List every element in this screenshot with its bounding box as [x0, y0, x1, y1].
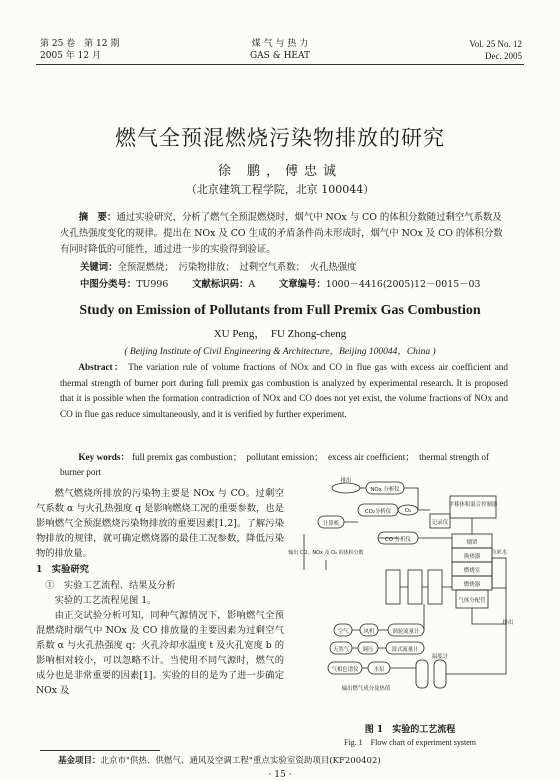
body-text-left: [36, 486, 284, 698]
authors-en: XU Peng， FU Zhong-cheng: [213, 328, 347, 340]
doc-value: A: [248, 279, 256, 290]
clc-label: 中图分类号：: [80, 279, 137, 290]
gas-analyzer-label: 气相色谱仪: [331, 667, 359, 673]
journal-volume-en: [469, 38, 522, 62]
header-rule: [36, 64, 524, 65]
mixer-label: 气体分配管: [458, 598, 486, 604]
affiliation-en: ( Beijing Institute of Civil Engineering & Architecture，Beijing 100044，China ): [124, 347, 436, 357]
pressure-reg-label: 调压: [362, 647, 374, 653]
dual-channel-label: 平移体积混合控制器: [448, 502, 498, 508]
keywords-en-text: full premix gas combustion； pollutant emission； excess air coefficient； thermal strength of burner port: [60, 452, 490, 477]
paper-title-zh: 燃气全预混燃烧污染物排放的研究: [115, 126, 445, 150]
pump-label: 水泵: [373, 667, 385, 673]
output-co-label: 输出 CO、NOx 及 O₂ 的体积分数: [288, 550, 364, 556]
smoke-hood-label: 烟罩: [466, 540, 478, 546]
drain-label: 排出: [502, 620, 514, 626]
wet-flowmeter-label: 湿式流量计: [391, 647, 419, 653]
exhaust-label: 排出: [340, 478, 352, 484]
subsection-heading: ① 实验工艺流程、结果及分析: [45, 580, 176, 591]
authors-zh: 徐 鹏，傅忠诚: [217, 164, 343, 179]
paragraph-analysis: 由正交试验分析可知，同种气源情况下，影响燃气全预混燃烧时烟气中 NOx 及 CO 排放量的主要因素为过剩空气系数 α 与火孔热强度 q；火孔冷却水温度 t 及火孔宽度 b 的影响相对较小，可以忽略不计。当使用不同气源时，燃气的成分也是非常重要的因素[1]。实验的目的是为了进一步确定 NOx 及: [36, 610, 284, 696]
natural-gas-label: 天然气: [332, 647, 350, 653]
classification-zh: [80, 276, 480, 290]
figure-caption-zh: 图 1 实验的工艺流程: [364, 725, 456, 735]
section-heading: 1 实验研究: [36, 564, 89, 575]
flowmeter-label: 涡轮流量计: [392, 629, 420, 635]
volume-line: 第 25 卷 第 12 期: [40, 39, 120, 49]
abstract-zh: [60, 210, 510, 258]
no-analyzer-label: NOx 分析仪: [370, 487, 400, 493]
paragraph-fig-ref: 实验的工艺流程见图 1。: [54, 595, 157, 606]
article-no-label: 文章编号：: [278, 279, 326, 290]
volume-line-en: Vol. 25 No. 12: [469, 39, 522, 49]
paper-title-en: Study on Emission of Pollutants from Full Premix Gas Combustion: [79, 303, 481, 318]
journal-name-zh: 煤 气 与 热 力: [251, 39, 309, 49]
date-line: 2005 年 12 月: [40, 51, 101, 61]
combustion-chamber-label: 燃烧室: [463, 568, 481, 574]
temp-label: 温度计: [431, 654, 449, 660]
funding-note: [58, 754, 381, 766]
affiliation-zh: （北京建筑工程学院，北京 100044）: [185, 183, 375, 196]
journal-name-en: GAS & HEAT: [249, 51, 311, 61]
keywords-zh: [80, 259, 357, 273]
abstract-zh-text: 通过实验研究，分析了燃气全预混燃烧时，烟气中 NOx 与 CO 的体积分数随过剩空气系数及火孔热强度变化的规律。提出在 NOx 及 CO 生成的矛盾条件尚未形成时，烟气中 NOx 及 CO 的体积分数有同时降低的可能性，通过进一步的实验得到验证。: [60, 212, 503, 255]
abstract-en-text: The variation rule of volume fractions of NOx and CO in flue gas with excess air coefficient and thermal strength of burner port during full premix gas combustion is analyzed by experimental research. It is proposed that it is possible when the formation contradiction of NOx and CO does not yet exist, the volume fractions of NOx and CO in flue gas reduce simultaneously, and it is verified by further experiment.: [60, 362, 508, 419]
article-no-value: 1000－4416(2005)12－0015－03: [325, 279, 481, 290]
funding-text: 北京市"供热、供燃气、通风及空调工程"重点实验室资助项目(KF200402): [100, 756, 381, 766]
keywords-zh-label: 关键词：: [80, 262, 118, 273]
figure-caption-en: Fig. 1 Flow chart of experiment system: [344, 738, 476, 747]
recorder-label: 记录仪: [431, 520, 449, 526]
abstract-zh-label: 摘 要：: [78, 212, 117, 223]
blower-label: 风机: [363, 629, 375, 635]
co2-analyzer-label: CO₂分析仪: [364, 509, 392, 515]
footnote-rule: [40, 750, 160, 751]
exhaust-node: [332, 483, 360, 493]
page-number: · 15 ·: [268, 770, 292, 780]
abstract-en: [60, 360, 508, 422]
o2-label: O₂: [404, 508, 412, 514]
co-analyzer-label: CO 分析仪: [385, 537, 411, 543]
cooling-water-label: 自来水: [490, 550, 508, 556]
gas-comp-output-label: 输出燃气成分及热值: [341, 686, 391, 692]
experiment-flow-chart: [288, 474, 524, 714]
computer-label: 计算机: [322, 521, 340, 527]
intro-paragraph: 燃气燃烧所排放的污染物主要是 NOx 与 CO。过剩空气系数 α 与火孔热强度 q 是影响燃烧工况的重要参数，也是影响燃气全预混燃烧污染物排放的重要因素[1,2]。了解污染物排放的规律，就可确定燃烧器的最佳工况参数，降低污染物的排放量。: [36, 488, 284, 559]
keywords-en-label: Key words：: [78, 452, 130, 462]
doc-label: 文献标识码：: [192, 279, 249, 290]
date-line-en: Dec. 2005: [485, 51, 522, 61]
funding-label: 基金项目：: [58, 756, 101, 766]
burner-label: 燃烧器: [463, 582, 481, 588]
air-label: 空气: [337, 629, 349, 635]
heat-exchanger-label: 换热器: [463, 554, 481, 560]
abstract-en-label: Abstract：: [78, 362, 125, 372]
clc-value: TU996: [136, 279, 169, 290]
keywords-zh-text: 全预混燃烧； 污染物排放； 过剩空气系数； 火孔热强度: [117, 262, 357, 273]
